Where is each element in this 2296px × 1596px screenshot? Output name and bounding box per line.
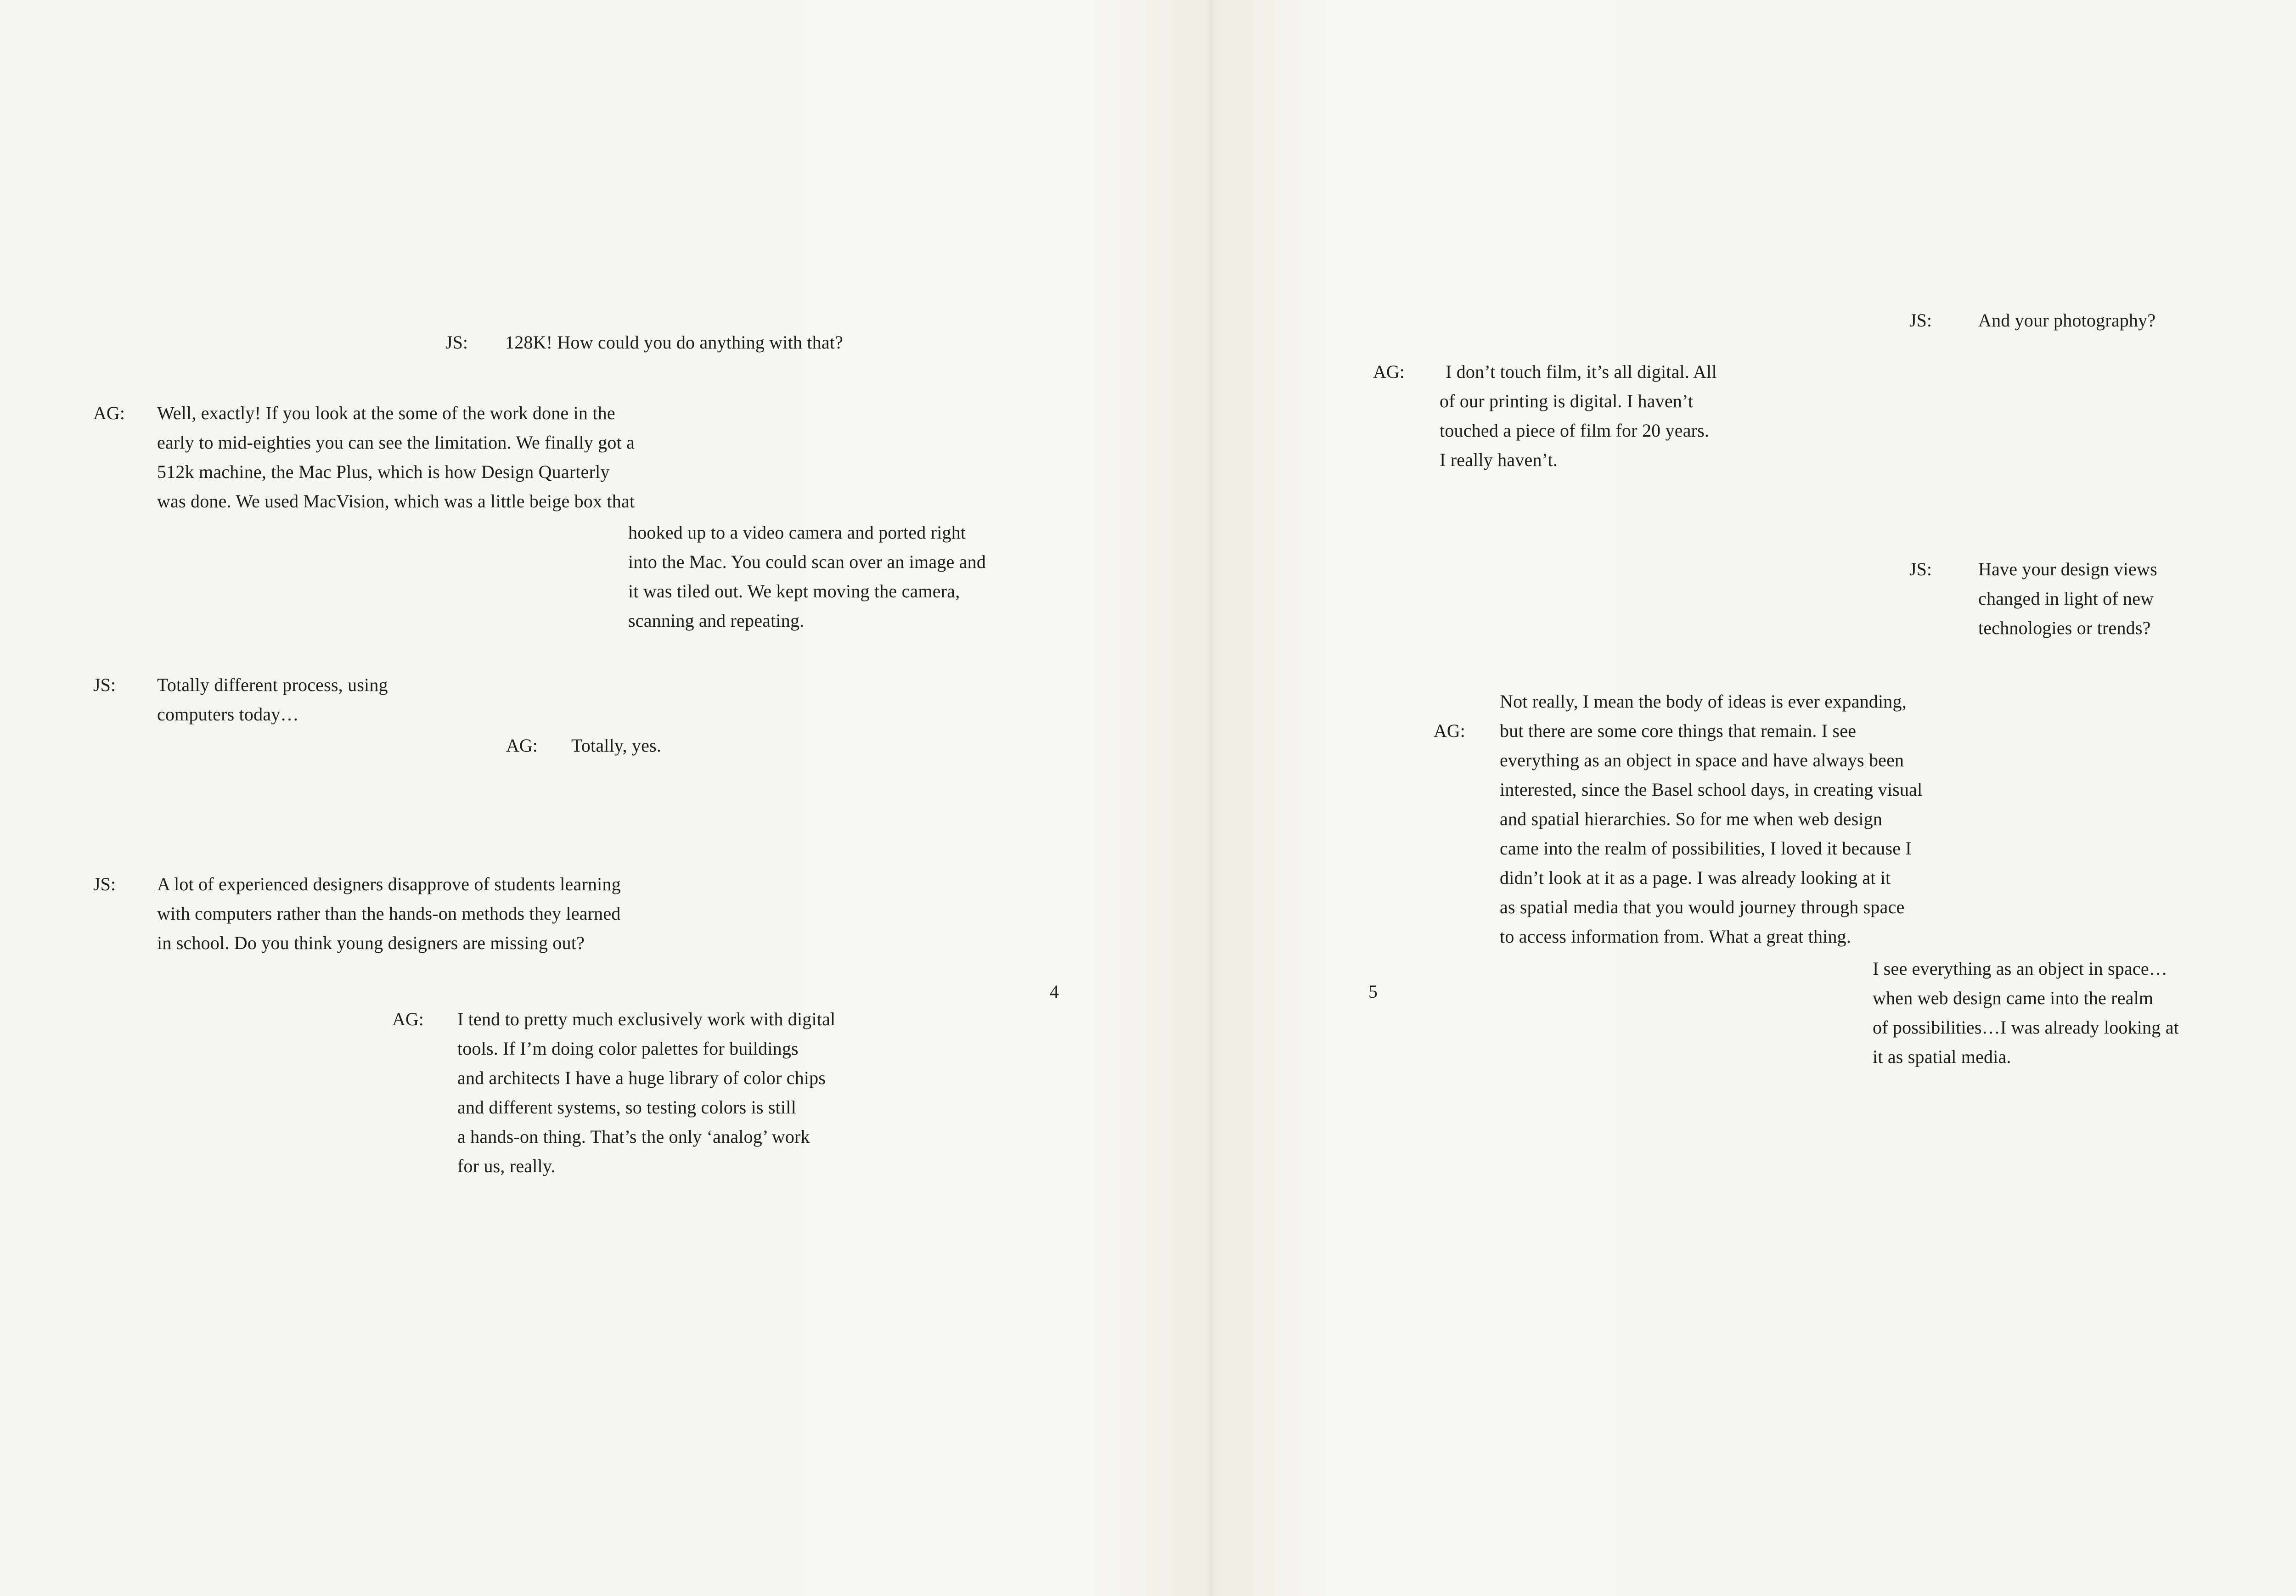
page-number: 4 bbox=[1050, 981, 1059, 1002]
dialogue-line: in school. Do you think young designers are missing out? bbox=[157, 933, 585, 953]
speaker-label: JS: bbox=[1909, 310, 1932, 331]
dialogue-line: and spatial hierarchies. So for me when web design bbox=[1500, 809, 1883, 829]
dialogue-line: tools. If I’m doing color palettes for buildings bbox=[457, 1038, 799, 1059]
speaker-label: AG: bbox=[1373, 361, 1405, 382]
dialogue-line: and different systems, so testing colors is still bbox=[457, 1097, 796, 1118]
speaker-label: AG: bbox=[93, 403, 125, 423]
dialogue-line: Totally, yes. bbox=[571, 735, 662, 756]
dialogue-line: was done. We used MacVision, which was a little beige box that bbox=[157, 491, 635, 511]
dialogue-line: of our printing is digital. I haven’t bbox=[1440, 391, 1694, 411]
dialogue-line: to access information from. What a great thing. bbox=[1500, 926, 1851, 947]
dialogue-line: hooked up to a video camera and ported right bbox=[628, 522, 966, 543]
dialogue-line: I really haven’t. bbox=[1440, 450, 1558, 470]
speaker-label: JS: bbox=[93, 674, 116, 695]
dialogue-line: 512k machine, the Mac Plus, which is how Design Quarterly bbox=[157, 461, 610, 482]
dialogue-line: touched a piece of film for 20 years. bbox=[1440, 420, 1710, 441]
dialogue-line: Not really, I mean the body of ideas is ever expanding, bbox=[1500, 691, 1907, 712]
speaker-label: JS: bbox=[93, 874, 116, 894]
dialogue-line: didn’t look at it as a page. I was already looking at it bbox=[1500, 867, 1891, 888]
dialogue-line: A lot of experienced designers disapprove of students learning bbox=[157, 874, 621, 894]
speaker-label: AG: bbox=[506, 735, 538, 756]
speaker-label: AG: bbox=[1434, 720, 1465, 741]
dialogue-line: early to mid-eighties you can see the limitation. We finally got a bbox=[157, 432, 635, 453]
dialogue-line: computers today… bbox=[157, 704, 299, 725]
dialogue-line: with computers rather than the hands-on methods they learned bbox=[157, 903, 621, 924]
dialogue-line: interested, since the Basel school days, in creating visual bbox=[1500, 779, 1923, 800]
dialogue-line: into the Mac. You could scan over an image and bbox=[628, 551, 986, 572]
dialogue-line: but there are some core things that remain. I see bbox=[1500, 720, 1857, 741]
pull-quote-line: when web design came into the realm bbox=[1873, 988, 2154, 1008]
dialogue-line: scanning and repeating. bbox=[628, 610, 805, 631]
dialogue-line: I don’t touch film, it’s all digital. All bbox=[1446, 361, 1717, 382]
dialogue-line: Have your design views bbox=[1978, 559, 2157, 579]
dialogue-line: changed in light of new bbox=[1978, 588, 2154, 609]
dialogue-line: as spatial media that you would journey through space bbox=[1500, 897, 1905, 917]
pull-quote-line: of possibilities…I was already looking at bbox=[1873, 1017, 2179, 1038]
dialogue-line: technologies or trends? bbox=[1978, 618, 2151, 638]
pull-quote-line: it as spatial media. bbox=[1873, 1046, 2011, 1067]
speaker-label: AG: bbox=[392, 1009, 424, 1029]
pull-quote-line: I see everything as an object in space… bbox=[1873, 958, 2167, 979]
dialogue-line: Totally different process, using bbox=[157, 674, 388, 695]
speaker-label: JS: bbox=[1909, 559, 1932, 579]
dialogue-line: And your photography? bbox=[1978, 310, 2156, 331]
page-number: 5 bbox=[1368, 981, 1378, 1002]
dialogue-line: everything as an object in space and have always been bbox=[1500, 750, 1904, 770]
dialogue-line: it was tiled out. We kept moving the camera, bbox=[628, 581, 960, 601]
dialogue-line: Well, exactly! If you look at the some of the work done in the bbox=[157, 403, 615, 423]
speaker-label: JS: bbox=[445, 332, 468, 353]
right-page bbox=[1211, 0, 2296, 1596]
dialogue-line: I tend to pretty much exclusively work with digital bbox=[457, 1009, 836, 1029]
dialogue-line: came into the realm of possibilities, I loved it because I bbox=[1500, 838, 1912, 859]
dialogue-line: 128K! How could you do anything with that? bbox=[505, 332, 844, 353]
dialogue-line: for us, really. bbox=[457, 1156, 556, 1176]
dialogue-line: a hands-on thing. That’s the only ‘analog’ work bbox=[457, 1126, 810, 1147]
dialogue-line: and architects I have a huge library of color chips bbox=[457, 1068, 826, 1088]
